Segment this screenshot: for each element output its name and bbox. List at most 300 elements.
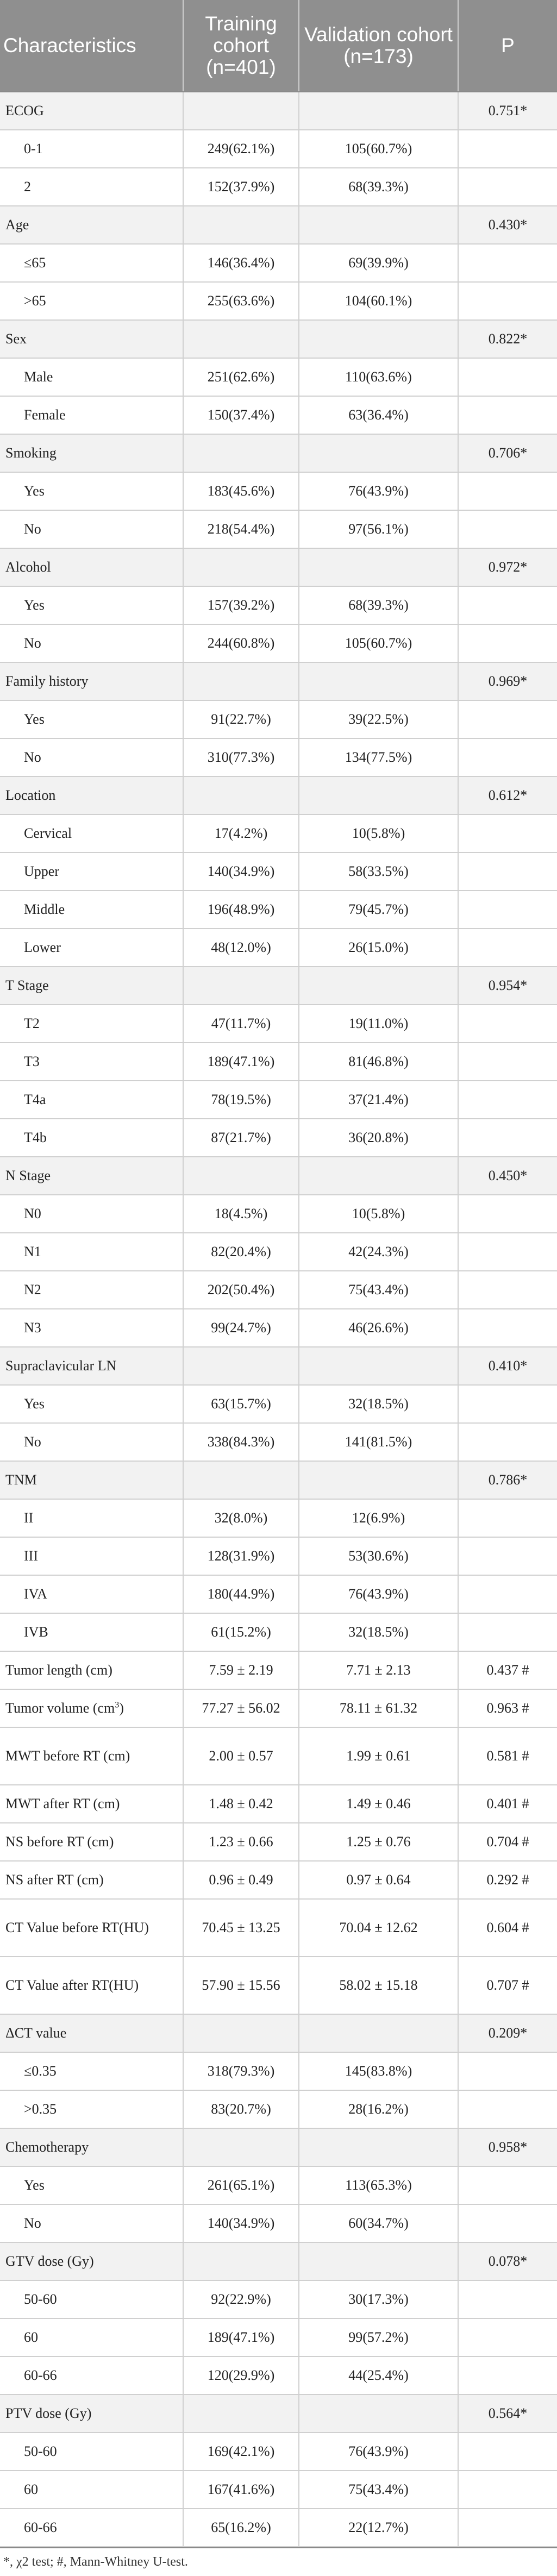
p-value [458,738,557,776]
validation-value: 134(77.5%) [299,738,458,776]
validation-value: 30(17.3%) [299,2280,458,2318]
row-label-text: Smoking [5,445,57,461]
p-value [458,2166,557,2204]
table-row [0,320,557,358]
training-value: 2.00 ± 0.57 [183,1727,299,1785]
row-sub-label [0,814,183,853]
validation-value: 46(26.6%) [299,1309,458,1347]
row-sub-label [0,168,183,206]
table-row [0,2128,557,2166]
training-value: 82(20.4%) [183,1233,299,1271]
row-sub-label [0,2280,183,2318]
row-label-text: Lower [24,939,61,955]
row-label-text: 2 [24,179,31,195]
validation-value [299,662,458,700]
row-label-text: 60 [24,2329,38,2345]
row-sub-label [0,1043,183,1081]
validation-value: 68(39.3%) [299,586,458,624]
row-label-suffix: ) [119,1700,124,1716]
p-value: 0.969* [458,662,557,700]
table-row [0,168,557,206]
validation-value [299,2395,458,2433]
row-label-text: Yes [24,2177,45,2193]
row-label [0,1461,183,1499]
training-value: 180(44.9%) [183,1575,299,1613]
row-sub-label [0,738,183,776]
row-sub-label [0,624,183,662]
training-value [183,2395,299,2433]
table-row [0,358,557,396]
row-label-text: No [24,521,41,537]
p-value: 0.972* [458,548,557,586]
row-label-text: Yes [24,1396,45,1412]
validation-value [299,2128,458,2166]
row-sub-label [0,891,183,929]
p-value [458,1081,557,1119]
row-label-text: Upper [24,863,59,879]
table-row [0,282,557,320]
table-row [0,1005,557,1043]
p-value: 0.401 # [458,1785,557,1823]
row-sub-label [0,1385,183,1423]
table-row [0,1233,557,1271]
row-sub-label [0,1309,183,1347]
table-row [0,929,557,967]
validation-value: 75(43.4%) [299,1271,458,1309]
table-row [0,2280,557,2318]
validation-value [299,776,458,814]
row-label-text: No [24,635,41,651]
row-label-text: T4b [24,1130,47,1145]
row-label-text: Alcohol [5,559,51,575]
table-row [0,1461,557,1499]
p-value: 0.963 # [458,1689,557,1727]
p-value [458,2280,557,2318]
p-value [458,1423,557,1461]
row-label-text: 0-1 [24,141,43,156]
p-value [458,891,557,929]
table-row [0,396,557,434]
p-value [458,510,557,548]
table-row [0,2509,557,2547]
row-label-text: PTV dose (Gy) [5,2405,92,2421]
training-value: 150(37.4%) [183,396,299,434]
row-sub-label [0,1613,183,1651]
row-label-text: N2 [24,1282,41,1298]
table-body [0,92,557,2547]
training-value: 7.59 ± 2.19 [183,1651,299,1689]
row-label-text: Yes [24,711,45,727]
row-label-text: Tumor volume (cm [5,1700,115,1716]
row-label [0,2128,183,2166]
training-value: 78(19.5%) [183,1081,299,1119]
row-label-text: T4a [24,1092,46,1107]
row-label-text: No [24,749,41,765]
row-label-text: 60-66 [24,2367,57,2383]
validation-value: 19(11.0%) [299,1005,458,1043]
row-label-text: N Stage [5,1168,51,1183]
row-label-text: IVB [24,1624,48,1640]
p-value: 0.704 # [458,1823,557,1861]
validation-value: 44(25.4%) [299,2356,458,2395]
validation-value: 68(39.3%) [299,168,458,206]
row-sub-label [0,700,183,738]
header-training-cohort: Training cohort (n=401) [183,0,299,92]
training-value: 261(65.1%) [183,2166,299,2204]
table-row [0,1785,557,1823]
row-sub-label [0,2166,183,2204]
row-label-text: N0 [24,1206,41,1221]
validation-value: 76(43.9%) [299,1575,458,1613]
table-row [0,586,557,624]
p-value [458,814,557,853]
validation-value: 1.25 ± 0.76 [299,1823,458,1861]
row-sub-label [0,396,183,434]
training-value [183,2014,299,2052]
row-label [0,92,183,130]
validation-value: 76(43.9%) [299,2433,458,2471]
training-value: 99(24.7%) [183,1309,299,1347]
row-label [0,1785,183,1823]
p-value [458,586,557,624]
p-value [458,2433,557,2471]
row-sub-label [0,1499,183,1537]
row-label-text: >65 [24,293,46,309]
p-value: 0.954* [458,967,557,1005]
row-sub-label [0,1119,183,1157]
row-label-text: MWT before RT (cm) [5,1748,130,1764]
p-value: 0.604 # [458,1899,557,1957]
validation-value: 22(12.7%) [299,2509,458,2547]
validation-value: 1.99 ± 0.61 [299,1727,458,1785]
p-value: 0.292 # [458,1861,557,1899]
row-label-text: T Stage [5,977,49,993]
training-value [183,1461,299,1499]
table-row [0,776,557,814]
validation-value: 37(21.4%) [299,1081,458,1119]
table-row [0,434,557,472]
validation-value [299,434,458,472]
training-value: 189(47.1%) [183,1043,299,1081]
row-label-text: N1 [24,1244,41,1259]
p-value [458,358,557,396]
row-label-text: N3 [24,1320,41,1336]
training-value: 255(63.6%) [183,282,299,320]
row-label [0,2014,183,2052]
row-label-text: >0.35 [24,2101,57,2117]
training-value: 196(48.9%) [183,891,299,929]
row-label-text: Yes [24,597,45,613]
training-value: 1.48 ± 0.42 [183,1785,299,1823]
table-row [0,1195,557,1233]
row-label-text: MWT after RT (cm) [5,1796,120,1812]
p-value [458,472,557,510]
table-row [0,1499,557,1537]
row-label [0,967,183,1005]
table-row [0,662,557,700]
row-sub-label [0,282,183,320]
table-row [0,2318,557,2356]
validation-value: 42(24.3%) [299,1233,458,1271]
row-label [0,1157,183,1195]
row-sub-label [0,2356,183,2395]
row-sub-label [0,2433,183,2471]
row-label [0,662,183,700]
row-sub-label [0,1575,183,1613]
p-value [458,2356,557,2395]
p-value: 0.564* [458,2395,557,2433]
table-row [0,206,557,244]
row-sub-label [0,1423,183,1461]
p-value: 0.450* [458,1157,557,1195]
training-value: 18(4.5%) [183,1195,299,1233]
validation-value [299,320,458,358]
training-value: 140(34.9%) [183,2204,299,2242]
validation-value: 53(30.6%) [299,1537,458,1575]
validation-value: 32(18.5%) [299,1385,458,1423]
training-value: 183(45.6%) [183,472,299,510]
training-value [183,548,299,586]
table-row [0,2395,557,2433]
validation-value: 63(36.4%) [299,396,458,434]
row-label-text: T2 [24,1016,40,1031]
training-value: 140(34.9%) [183,853,299,891]
row-sub-label [0,586,183,624]
row-sub-label [0,358,183,396]
training-value [183,320,299,358]
training-value: 0.96 ± 0.49 [183,1861,299,1899]
row-label-text: ΔCT value [5,2025,67,2041]
p-value [458,1575,557,1613]
training-value: 310(77.3%) [183,738,299,776]
p-value [458,624,557,662]
p-value [458,168,557,206]
row-sub-label [0,510,183,548]
table-row [0,1537,557,1575]
p-value [458,1195,557,1233]
row-label-text: TNM [5,1472,37,1488]
table-row [0,2471,557,2509]
validation-value: 60(34.7%) [299,2204,458,2242]
row-label-text: 60 [24,2481,38,2497]
table-row [0,853,557,891]
p-value: 0.581 # [458,1727,557,1785]
training-value: 189(47.1%) [183,2318,299,2356]
p-value [458,1005,557,1043]
row-sub-label [0,1233,183,1271]
training-value: 146(36.4%) [183,244,299,282]
table-row [0,130,557,168]
table-row [0,891,557,929]
row-label-text: NS after RT (cm) [5,1872,104,1888]
training-value: 87(21.7%) [183,1119,299,1157]
validation-value: 69(39.9%) [299,244,458,282]
row-sub-label [0,2318,183,2356]
table-row [0,2433,557,2471]
table-row [0,1157,557,1195]
table-row [0,2356,557,2395]
p-value [458,853,557,891]
validation-value: 97(56.1%) [299,510,458,548]
validation-value: 7.71 ± 2.13 [299,1651,458,1689]
row-sub-label [0,1195,183,1233]
training-value: 1.23 ± 0.66 [183,1823,299,1861]
row-label [0,1957,183,2014]
validation-value: 10(5.8%) [299,814,458,853]
row-label [0,2395,183,2433]
row-sub-label [0,853,183,891]
validation-value [299,548,458,586]
p-value [458,396,557,434]
validation-value [299,1157,458,1195]
table-row [0,1689,557,1727]
table-row [0,2166,557,2204]
row-label-text: II [24,1510,34,1526]
row-sub-label [0,2052,183,2090]
table-row [0,1271,557,1309]
validation-value: 1.49 ± 0.46 [299,1785,458,1823]
training-value [183,1157,299,1195]
table-row [0,1309,557,1347]
training-value [183,434,299,472]
validation-value [299,1461,458,1499]
row-label [0,1861,183,1899]
validation-value: 10(5.8%) [299,1195,458,1233]
p-value: 0.410* [458,1347,557,1385]
table-row [0,1119,557,1157]
table-row [0,1043,557,1081]
validation-value: 32(18.5%) [299,1613,458,1651]
row-sub-label [0,2509,183,2547]
validation-value [299,967,458,1005]
table-row [0,624,557,662]
row-sub-label [0,2204,183,2242]
row-label [0,1651,183,1689]
p-value [458,2318,557,2356]
p-value [458,1309,557,1347]
validation-value: 78.11 ± 61.32 [299,1689,458,1727]
training-value: 157(39.2%) [183,586,299,624]
table-row [0,700,557,738]
validation-value [299,206,458,244]
training-value [183,662,299,700]
training-value: 70.45 ± 13.25 [183,1899,299,1957]
p-value [458,2204,557,2242]
table-row [0,1899,557,1957]
row-sub-label [0,2471,183,2509]
training-value [183,92,299,130]
validation-value: 75(43.4%) [299,2471,458,2509]
training-value: 83(20.7%) [183,2090,299,2128]
row-label-text: Chemotherapy [5,2139,89,2155]
row-label-text: ≤65 [24,255,46,271]
validation-value: 79(45.7%) [299,891,458,929]
validation-value: 113(65.3%) [299,2166,458,2204]
row-sub-label [0,472,183,510]
table-row [0,1651,557,1689]
training-value: 48(12.0%) [183,929,299,967]
training-value: 338(84.3%) [183,1423,299,1461]
table-row [0,967,557,1005]
row-sub-label [0,1271,183,1309]
validation-value: 70.04 ± 12.62 [299,1899,458,1957]
table-row [0,1575,557,1613]
validation-value: 26(15.0%) [299,929,458,967]
training-value: 202(50.4%) [183,1271,299,1309]
row-label-text: 60-66 [24,2519,57,2535]
row-sub-label [0,130,183,168]
training-value [183,1347,299,1385]
training-value: 57.90 ± 15.56 [183,1957,299,2014]
p-value: 0.437 # [458,1651,557,1689]
validation-value [299,92,458,130]
validation-value [299,2242,458,2280]
table-row [0,548,557,586]
table-row [0,1957,557,2014]
training-value: 77.27 ± 56.02 [183,1689,299,1727]
p-value [458,244,557,282]
training-value [183,2128,299,2166]
p-value [458,1499,557,1537]
table-row [0,510,557,548]
training-value: 17(4.2%) [183,814,299,853]
validation-value: 0.97 ± 0.64 [299,1861,458,1899]
training-value [183,776,299,814]
p-value [458,2471,557,2509]
row-sub-label [0,2090,183,2128]
row-label-text: Cervical [24,825,72,841]
table-row [0,1727,557,1785]
validation-value: 58.02 ± 15.18 [299,1957,458,2014]
row-label-text: Middle [24,901,65,917]
row-label [0,1689,183,1727]
p-value [458,1537,557,1575]
header-characteristics: Characteristics [0,0,183,92]
row-label [0,434,183,472]
training-value: 244(60.8%) [183,624,299,662]
table-row [0,1347,557,1385]
validation-value: 105(60.7%) [299,130,458,168]
header-validation-cohort: Validation cohort (n=173) [299,0,458,92]
table-row [0,738,557,776]
p-value: 0.430* [458,206,557,244]
p-value [458,700,557,738]
p-value [458,929,557,967]
p-value [458,130,557,168]
p-value [458,1613,557,1651]
p-value: 0.078* [458,2242,557,2280]
table-header [0,0,557,92]
row-label-text: GTV dose (Gy) [5,2253,94,2269]
training-value [183,967,299,1005]
training-value: 32(8.0%) [183,1499,299,1537]
row-label-text: Female [24,407,66,423]
row-label [0,1899,183,1957]
validation-value [299,1347,458,1385]
p-value: 0.958* [458,2128,557,2166]
training-value: 63(15.7%) [183,1385,299,1423]
validation-value: 99(57.2%) [299,2318,458,2356]
row-label-text: 50-60 [24,2443,57,2459]
row-label-text: CT Value before RT(HU) [5,1920,149,1935]
row-sub-label [0,1537,183,1575]
training-value: 92(22.9%) [183,2280,299,2318]
table-row [0,2090,557,2128]
p-value [458,1271,557,1309]
row-label-text: CT Value after RT(HU) [5,1977,139,1993]
table-row [0,1081,557,1119]
training-value: 61(15.2%) [183,1613,299,1651]
